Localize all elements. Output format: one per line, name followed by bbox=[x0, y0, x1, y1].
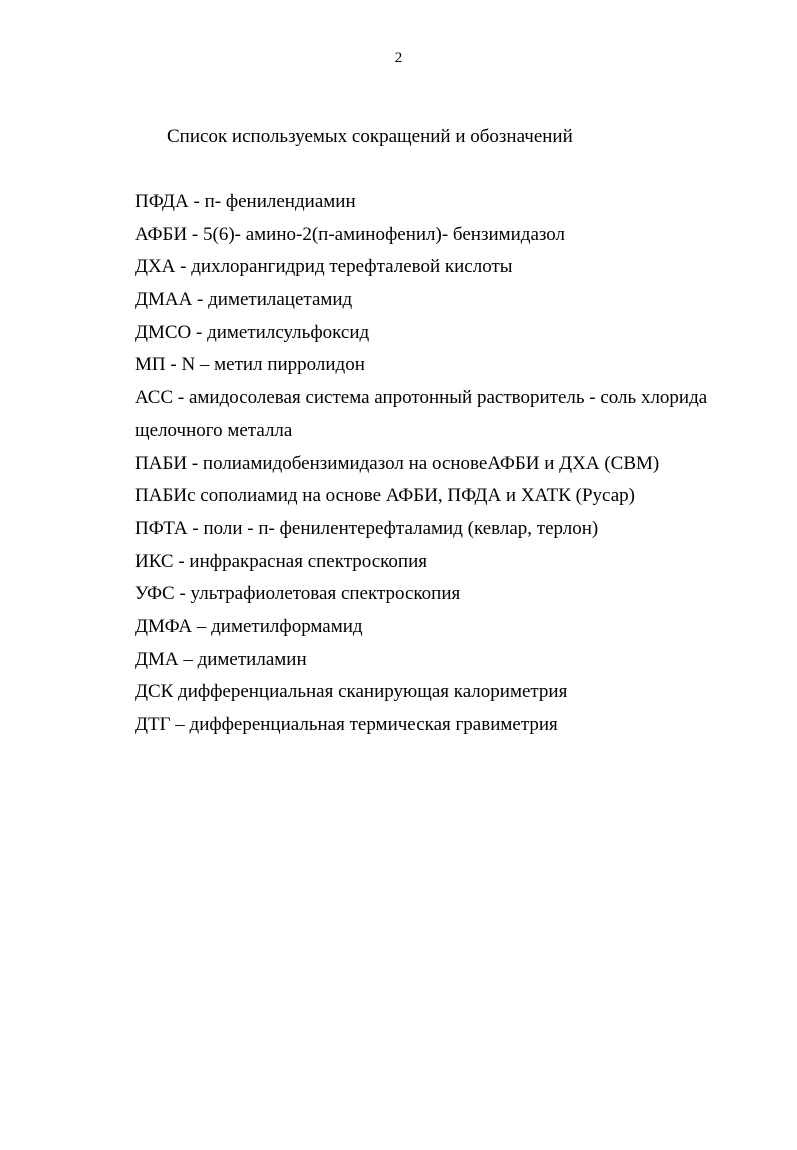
abbreviation-item: ДМСО - диметилсульфоксид bbox=[135, 321, 370, 343]
abbreviation-item: ИКС - инфракрасная спектроскопия bbox=[135, 550, 427, 572]
abbreviation-item: ДМАА - диметилацетамид bbox=[135, 289, 353, 311]
abbreviation-item: ПАБИ - полиамидобензимидазол на основеАФБИ и ДХА (СВМ) bbox=[135, 452, 660, 474]
abbreviation-item: ДМФА – диметилформамид bbox=[135, 615, 363, 637]
page-number: 2 bbox=[394, 50, 403, 66]
page-title: Список используемых сокращений и обозначений bbox=[167, 126, 573, 147]
abbreviation-item: МП - N – метил пирролидон bbox=[135, 354, 365, 376]
abbreviation-item: ПФДА - п- фенилендиамин bbox=[135, 191, 356, 212]
abbreviation-item: ДТГ – дифференциальная термическая гравиметрия bbox=[135, 714, 558, 736]
abbreviation-item: УФС - ультрафиолетовая спектроскопия bbox=[135, 583, 461, 605]
abbreviation-item: ПАБИс сополиамид на основе АФБИ, ПФДА и ХАТК (Русар) bbox=[135, 485, 635, 507]
abbreviation-item: ДМА – диметиламин bbox=[135, 648, 307, 670]
abbreviation-item: ПФТА - поли - п- фенилентерефталамид (кевлар, терлон) bbox=[135, 517, 599, 539]
abbreviation-item: ДХА - дихлорангидрид терефталевой кислоты bbox=[135, 256, 513, 278]
abbreviation-item: АСС - амидосолевая система апротонный растворитель - соль хлорида щелочного металла bbox=[135, 387, 708, 441]
abbreviation-item: АФБИ - 5(6)- амино-2(п-аминофенил)- бензимидазол bbox=[135, 223, 566, 245]
abbreviation-list bbox=[135, 186, 745, 742]
abbreviation-item: ДСК дифференциальная сканирующая калориметрия bbox=[135, 681, 568, 703]
